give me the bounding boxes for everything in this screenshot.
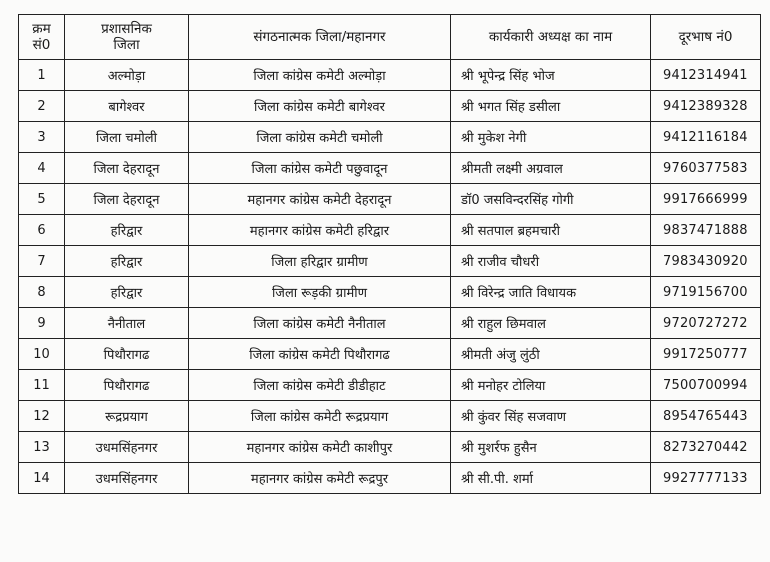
table-row — [19, 339, 761, 370]
cell-phone: 9412389328 — [651, 91, 761, 122]
table-row — [19, 91, 761, 122]
cell-district: उधमसिंहनगर — [65, 463, 189, 494]
cell-president: श्री मनोहर टोलिया — [451, 370, 651, 401]
cell-phone: 7500700994 — [651, 370, 761, 401]
cell-phone: 9927777133 — [651, 463, 761, 494]
cell-phone: 9917250777 — [651, 339, 761, 370]
table-row — [19, 122, 761, 153]
cell-phone: 9837471888 — [651, 215, 761, 246]
table-row — [19, 308, 761, 339]
table-row — [19, 246, 761, 277]
header-district-line1: प्रशासनिक — [101, 21, 152, 37]
cell-org-unit: महानगर कांग्रेस कमेटी देहरादून — [189, 184, 451, 215]
cell-district: हरिद्वार — [65, 277, 189, 308]
cell-serial: 12 — [19, 401, 65, 432]
cell-phone: 8273270442 — [651, 432, 761, 463]
cell-serial: 13 — [19, 432, 65, 463]
cell-serial: 10 — [19, 339, 65, 370]
table-row — [19, 215, 761, 246]
cell-phone: 9412314941 — [651, 60, 761, 91]
table-header — [19, 15, 761, 60]
cell-president: श्री कुंवर सिंह सजवाण — [451, 401, 651, 432]
cell-serial: 5 — [19, 184, 65, 215]
cell-president: श्री विरेन्द्र जाति विधायक — [451, 277, 651, 308]
cell-district: उधमसिंहनगर — [65, 432, 189, 463]
table-row — [19, 60, 761, 91]
cell-district: रूद्रप्रयाग — [65, 401, 189, 432]
table-row — [19, 184, 761, 215]
header-row — [19, 15, 761, 60]
cell-phone: 9917666999 — [651, 184, 761, 215]
table-row — [19, 370, 761, 401]
cell-org-unit: जिला कांग्रेस कमेटी डीडीहाट — [189, 370, 451, 401]
cell-org-unit: जिला कांग्रेस कमेटी नैनीताल — [189, 308, 451, 339]
cell-serial: 3 — [19, 122, 65, 153]
table-row — [19, 432, 761, 463]
cell-org-unit: जिला कांग्रेस कमेटी पछुवादून — [189, 153, 451, 184]
header-phone: दूरभाष नं0 — [651, 15, 761, 60]
cell-org-unit: जिला कांग्रेस कमेटी चमोली — [189, 122, 451, 153]
cell-president: श्रीमती लक्ष्मी अग्रवाल — [451, 153, 651, 184]
cell-phone: 9720727272 — [651, 308, 761, 339]
cell-president: श्री मुकेश नेगी — [451, 122, 651, 153]
cell-phone: 9760377583 — [651, 153, 761, 184]
cell-serial: 4 — [19, 153, 65, 184]
cell-district: हरिद्वार — [65, 246, 189, 277]
cell-president: श्री सतपाल ब्रहमचारी — [451, 215, 651, 246]
header-district — [65, 15, 189, 60]
cell-president: श्री मुशर्रफ हुसैन — [451, 432, 651, 463]
cell-phone: 9412116184 — [651, 122, 761, 153]
cell-org-unit: जिला रूड़की ग्रामीण — [189, 277, 451, 308]
cell-org-unit: महानगर कांग्रेस कमेटी रूद्रपुर — [189, 463, 451, 494]
table-row — [19, 277, 761, 308]
header-serial — [19, 15, 65, 60]
cell-district: जिला देहरादून — [65, 153, 189, 184]
cell-phone: 9719156700 — [651, 277, 761, 308]
header-serial-line2: सं0 — [32, 37, 51, 53]
cell-org-unit: जिला कांग्रेस कमेटी बागेश्वर — [189, 91, 451, 122]
header-president: कार्यकारी अध्यक्ष का नाम — [451, 15, 651, 60]
header-org-unit: संगठनात्मक जिला/महानगर — [189, 15, 451, 60]
president-contact-table — [18, 14, 761, 494]
cell-district: पिथौरागढ — [65, 370, 189, 401]
cell-president: श्री सी.पी. शर्मा — [451, 463, 651, 494]
cell-serial: 7 — [19, 246, 65, 277]
cell-serial: 9 — [19, 308, 65, 339]
cell-serial: 1 — [19, 60, 65, 91]
table-row — [19, 463, 761, 494]
cell-district: जिला चमोली — [65, 122, 189, 153]
table-row — [19, 401, 761, 432]
cell-phone: 8954765443 — [651, 401, 761, 432]
header-serial-line1: क्रम — [32, 21, 51, 37]
header-district-line2: जिला — [113, 37, 140, 53]
cell-president: श्री भगत सिंह डसीला — [451, 91, 651, 122]
cell-phone: 7983430920 — [651, 246, 761, 277]
cell-president: श्री राजीव चौधरी — [451, 246, 651, 277]
cell-district: अल्मोड़ा — [65, 60, 189, 91]
cell-serial: 6 — [19, 215, 65, 246]
cell-president: श्रीमती अंजु लुंठी — [451, 339, 651, 370]
cell-president: श्री राहुल छिमवाल — [451, 308, 651, 339]
cell-president: डॉ0 जसविन्दरसिंह गोगी — [451, 184, 651, 215]
cell-district: बागेश्वर — [65, 91, 189, 122]
cell-district: नैनीताल — [65, 308, 189, 339]
cell-president: श्री भूपेन्द्र सिंह भोज — [451, 60, 651, 91]
cell-serial: 14 — [19, 463, 65, 494]
cell-serial: 2 — [19, 91, 65, 122]
table-row — [19, 153, 761, 184]
cell-serial: 8 — [19, 277, 65, 308]
cell-district: पिथौरागढ — [65, 339, 189, 370]
cell-org-unit: महानगर कांग्रेस कमेटी काशीपुर — [189, 432, 451, 463]
cell-district: जिला देहरादून — [65, 184, 189, 215]
cell-org-unit: जिला कांग्रेस कमेटी अल्मोड़ा — [189, 60, 451, 91]
cell-org-unit: जिला कांग्रेस कमेटी रूद्रप्रयाग — [189, 401, 451, 432]
cell-org-unit: महानगर कांग्रेस कमेटी हरिद्वार — [189, 215, 451, 246]
cell-district: हरिद्वार — [65, 215, 189, 246]
table-body — [19, 60, 761, 494]
cell-serial: 11 — [19, 370, 65, 401]
cell-org-unit: जिला हरिद्वार ग्रामीण — [189, 246, 451, 277]
cell-org-unit: जिला कांग्रेस कमेटी पिथौरागढ — [189, 339, 451, 370]
